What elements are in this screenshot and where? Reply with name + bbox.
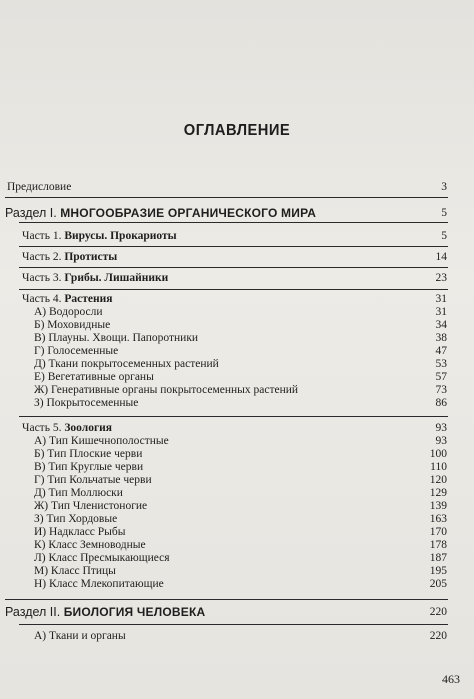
toc-section-1[interactable]: [0, 205, 474, 221]
toc-item[interactable]: [0, 460, 474, 474]
toc-item-page: 57: [435, 371, 447, 383]
toc-item-page: 120: [429, 474, 447, 486]
divider: [5, 197, 448, 198]
toc-entry-page: 31: [435, 293, 447, 305]
toc-item-label: И) Надкласс Рыбы: [34, 526, 126, 538]
toc-item-page: 139: [429, 500, 447, 512]
toc-item[interactable]: [0, 370, 474, 384]
toc-item[interactable]: [0, 486, 474, 500]
toc-item[interactable]: [0, 344, 474, 358]
toc-part-2[interactable]: [0, 250, 474, 264]
toc-item-label: В) Плауны. Хвощи. Папоротники: [34, 332, 199, 344]
toc-entry-page: 5: [441, 230, 447, 242]
toc-item-page: 129: [429, 487, 447, 499]
toc-item[interactable]: [0, 499, 474, 513]
toc-part-1[interactable]: [0, 229, 474, 243]
divider: [19, 624, 448, 625]
toc-entry-page: 23: [435, 272, 447, 284]
toc-part-3[interactable]: [0, 271, 474, 285]
toc-item-label: Ж) Генеративные органы покрытосеменных растений: [34, 384, 299, 396]
toc-entry-preface[interactable]: [0, 180, 474, 194]
toc-item-label: Е) Вегетативные органы: [34, 371, 154, 383]
toc-item[interactable]: [0, 396, 474, 410]
part-title: Растения: [64, 293, 113, 305]
toc-item-page: 31: [435, 306, 447, 318]
divider: [19, 246, 448, 247]
toc-entry-page: 5: [441, 207, 447, 219]
toc-item-page: 178: [429, 539, 447, 551]
divider: [5, 599, 448, 600]
toc-item[interactable]: [0, 383, 474, 397]
toc-item[interactable]: [0, 473, 474, 487]
part-title: Вирусы. Прокариоты: [64, 230, 177, 242]
toc-item-page: 170: [429, 526, 447, 538]
divider: [19, 289, 448, 290]
toc-entry-page: 14: [435, 251, 447, 263]
toc-item-label: Ж) Тип Членистоногие: [34, 500, 148, 512]
toc-item-label: В) Тип Круглые черви: [34, 461, 144, 473]
toc-item-label: К) Класс Земноводные: [34, 539, 146, 551]
toc-item-label: Б) Тип Плоские черви: [34, 448, 143, 460]
toc-item-label: А) Водоросли: [34, 306, 103, 318]
part-title: Грибы. Лишайники: [64, 272, 169, 284]
toc-item-label: Г) Тип Кольчатые черви: [34, 474, 152, 486]
toc-item-label: А) Ткани и органы: [34, 630, 126, 642]
toc-item-label: З) Покрытосеменные: [34, 397, 139, 409]
toc-item[interactable]: [0, 318, 474, 332]
divider: [19, 416, 448, 417]
toc-item-page: 34: [435, 319, 447, 331]
toc-entry-label: Предисловие: [7, 181, 72, 193]
toc-item[interactable]: [0, 305, 474, 319]
part-prefix: Часть 3.: [22, 272, 65, 284]
toc-item-page: 195: [429, 565, 447, 577]
part-prefix: Часть 2.: [22, 251, 65, 263]
toc-item[interactable]: [0, 357, 474, 371]
section-prefix: Раздел I.: [5, 206, 61, 220]
toc-entry-page: 220: [429, 606, 447, 618]
page-title: ОГЛАВЛЕНИЕ: [183, 122, 291, 139]
toc-item-label: Б) Моховидные: [34, 319, 111, 331]
toc-item[interactable]: [0, 447, 474, 461]
toc-item[interactable]: [0, 538, 474, 552]
toc-item[interactable]: [0, 331, 474, 345]
part-prefix: Часть 5.: [22, 422, 65, 434]
toc-item-page: 220: [429, 630, 447, 642]
toc-item[interactable]: [0, 551, 474, 565]
toc-item-label: З) Тип Хордовые: [34, 513, 118, 525]
toc-item[interactable]: [0, 629, 474, 643]
toc-item[interactable]: [0, 564, 474, 578]
part-title: Протисты: [64, 251, 118, 263]
divider: [19, 222, 448, 223]
part-title: Зоология: [64, 422, 113, 434]
toc-section-2[interactable]: [0, 604, 474, 620]
part-prefix: Часть 4.: [22, 293, 65, 305]
section-prefix: Раздел II.: [5, 605, 64, 619]
toc-item-page: 110: [430, 461, 447, 473]
toc-entry-page: 93: [435, 422, 447, 434]
toc-item[interactable]: [0, 512, 474, 526]
toc-item-page: 86: [435, 397, 447, 409]
toc-item[interactable]: [0, 577, 474, 591]
toc-part-4[interactable]: [0, 292, 474, 306]
toc-item-label: Д) Ткани покрытосеменных растений: [34, 358, 219, 370]
toc-item-label: А) Тип Кишечнополостные: [34, 435, 169, 447]
toc-item-page: 187: [429, 552, 447, 564]
toc-item-label: М) Класс Птицы: [34, 565, 116, 577]
toc-item-page: 73: [435, 384, 447, 396]
section-title: БИОЛОГИЯ ЧЕЛОВЕКА: [63, 605, 206, 619]
toc-item-page: 100: [429, 448, 447, 460]
toc-item-label: Л) Класс Пресмыкающиеся: [34, 552, 170, 564]
toc-item-page: 38: [435, 332, 447, 344]
divider: [19, 267, 448, 268]
toc-item-page: 205: [429, 578, 447, 590]
section-title: МНОГООБРАЗИЕ ОРГАНИЧЕСКОГО МИРА: [60, 206, 317, 220]
toc-item-page: 93: [435, 435, 447, 447]
toc-part-5[interactable]: [0, 421, 474, 435]
toc-item-page: 47: [435, 345, 447, 357]
page-number: 463: [442, 672, 460, 686]
toc-entry-page: 3: [441, 181, 447, 193]
toc-item-label: Д) Тип Моллюски: [34, 487, 123, 499]
part-prefix: Часть 1.: [22, 230, 65, 242]
toc-item-page: 53: [435, 358, 447, 370]
toc-item[interactable]: [0, 525, 474, 539]
toc-item-label: Н) Класс Млекопитающие: [34, 578, 164, 590]
toc-item-page: 163: [429, 513, 447, 525]
toc-item-label: Г) Голосеменные: [34, 345, 119, 357]
toc-item[interactable]: [0, 434, 474, 448]
